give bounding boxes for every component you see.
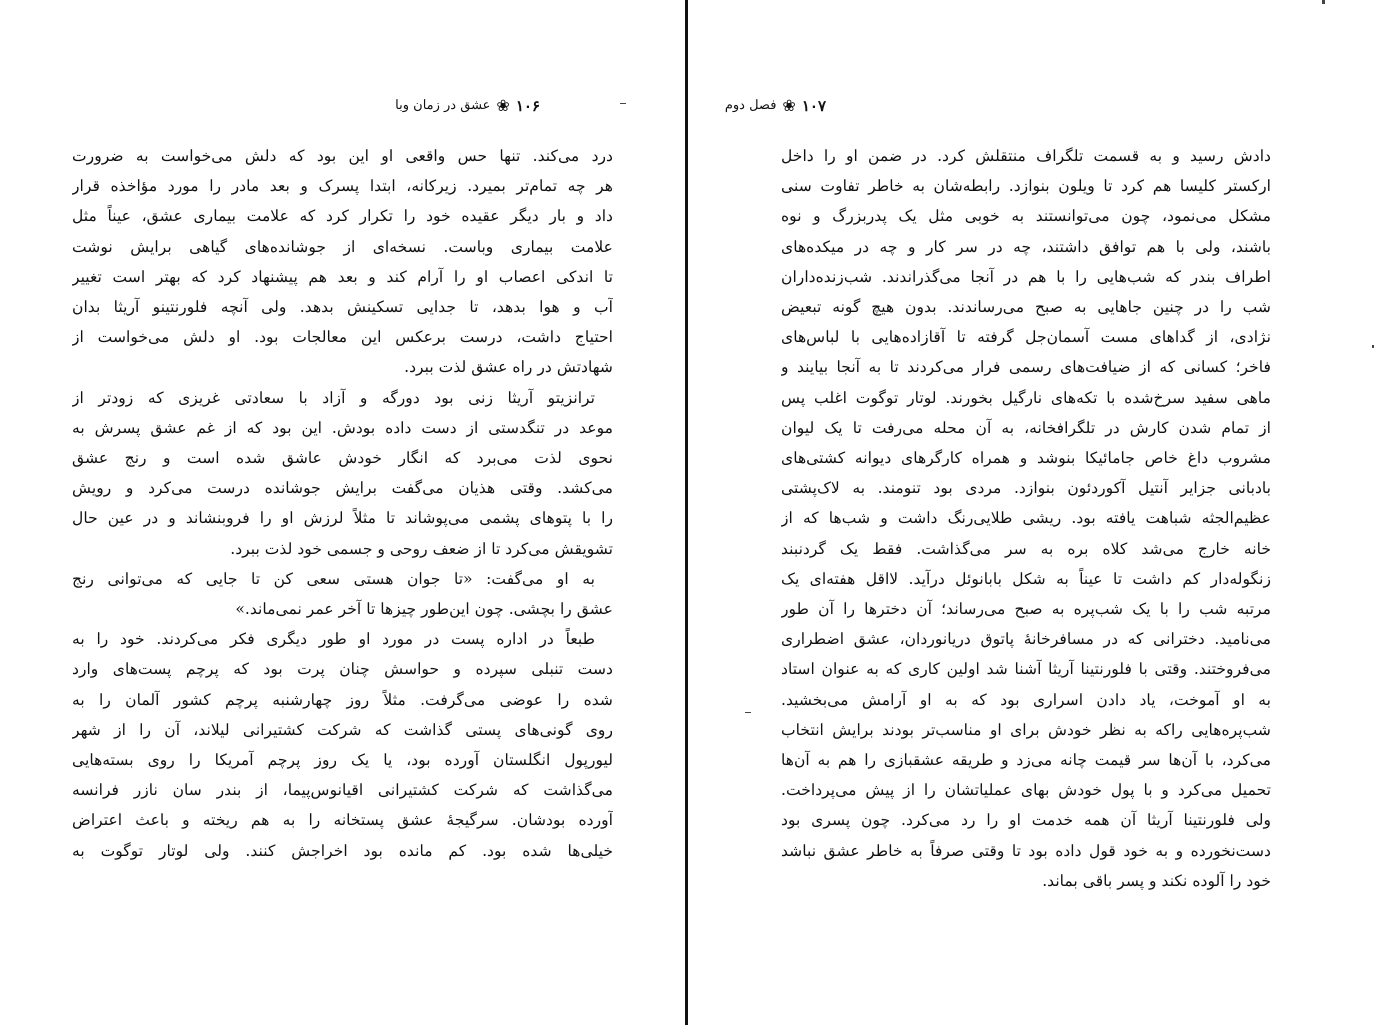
left-running-title: عشق در زمان وبا — [395, 98, 491, 113]
text-line: شب را در چنین جاهایی به صبح می‌رساندند. بدون هیچ گونه تبعیض — [781, 298, 1271, 317]
text-line: دست‌نخورده و به خود قول داده بود تا وقتی صرفاً به خاطر عشق نباشد — [781, 841, 1271, 860]
text-line: نژادی، از گداهای مست آسمان‌جل گرفته تا آقازاده‌هایی با لباس‌های — [781, 328, 1271, 347]
text-line: لیورپول انگلستان آورده بود، یا یک روز پرچم آمریکا را روی بسته‌هایی — [72, 751, 613, 770]
text-line: فاخر؛ کسانی که از ضیافت‌های رسمی فرار می‌کردند تا به آنجا بیایند و — [781, 358, 1271, 377]
text-line: نحوی لذت می‌برد که انگار خودش عاشق شده است و رنج عشق — [72, 449, 613, 468]
text-line: می‌گذاشت که شرکت کشتیرانی اقیانوس‌پیما، از بندر سان نازر فرانسه — [72, 781, 613, 800]
flower-ornament-icon: ❀ — [782, 96, 796, 115]
text-line: آب و هوا بدهد، تا جدایی تسکینش بدهد. ولی آنچه فلورنتینو آریثا بدان — [72, 298, 613, 317]
text-line: احتیاج داشت، درست برعکس این معالجات بود. او دلش می‌خواست از — [72, 328, 613, 347]
text-line: می‌فروختند. وقتی با فلورنتینا آریثا آشنا شد اولین کاری که به عنوان استاد — [781, 660, 1271, 679]
left-body-text — [72, 141, 613, 866]
text-line: می‌نامید. دخترانی که در مسافرخانهٔ پاتوق دریانوردان، عشق اضطراری — [781, 630, 1271, 649]
text-line: اطراف بندر که شب‌هایی را با هم در آنجا می‌گذراندند. شب‌زنده‌داران — [781, 267, 1271, 286]
text-line: علامت بیماری وباست. نسخه‌ای از جوشانده‌های گیاهی برایش نوشت — [72, 237, 613, 256]
right-running-title: فصل دوم — [724, 98, 777, 113]
right-body-text — [781, 141, 1271, 896]
text-line: ترانزیتو آریثا زنی بود دورگه و آزاد با سعادتی غریزی که زودتر از — [72, 388, 595, 407]
text-line: شده را عوضی می‌گرفت. مثلاً روز چهارشنبه پرچم کشور آلمان را به — [72, 690, 613, 709]
right-page — [688, 0, 1376, 1025]
text-line: باشند، ولی با هم توافق داشتند، چه در سر کار و چه در میکده‌های — [781, 237, 1271, 256]
text-line: روی گونی‌های پستی گذاشت که شرکت کشتیرانی لیلاند، آن را از شهر — [72, 720, 613, 739]
text-line: تشویقش می‌کرد تا از ضعف روحی و جسمی خود لذت ببرد. — [230, 539, 613, 558]
text-line: شهادتش در راه عشق لذت ببرد. — [404, 358, 613, 377]
text-line: می‌کشد. وقتی هذیان می‌گفت برایش جوشانده درست می‌کرد و رویش — [72, 479, 613, 498]
text-line: آورده بودشان. سرگیجهٔ عشق پستخانه را به هم ریخته و باعث اعتراض — [72, 811, 613, 830]
text-line: تحمیل می‌کرد و با پول خودش بهای عملیاتشان را از پیش می‌پرداخت. — [781, 781, 1271, 800]
text-line: ارکستر کلیسا هم کرد تا ویلون بنوازد. رابطه‌شان به خاطر تفاوت سنی — [781, 177, 1271, 196]
text-line: ولی فلورنتینا آریثا آن همه خدمت او را رد می‌کرد. چون پسری بود — [781, 811, 1271, 830]
text-line: می‌کرد، با آن‌ها سر قیمت چانه می‌زد و طریقه عشقبازی را هم به آن‌ها — [781, 751, 1271, 770]
scan-speck — [745, 712, 751, 713]
text-line: مشروب داغ خاص جامائیکا بنوشد و همراه کارگرهای دیوانه کشتی‌های — [781, 449, 1271, 468]
text-line: خود را آلوده نکند و پسر باقی بماند. — [1042, 871, 1271, 890]
left-page — [0, 0, 685, 1025]
text-line: خانه خارج می‌شد کلاه بره به سر می‌گذاشت. فقط یک گردنبند — [781, 539, 1271, 558]
text-line: درد می‌کند. تنها حس واقعی او این بود که دلش می‌خواست به ضرورت — [72, 147, 613, 165]
left-running-head — [395, 96, 540, 115]
text-line: دادش رسید و به قسمت تلگراف منتقلش کرد. در ضمن او را داخل — [781, 147, 1271, 165]
text-line: عشق را بچشی. چون این‌طور چیزها تا آخر عمر نمی‌ماند.» — [235, 600, 613, 619]
text-line: عظیم‌الجثه شباهت یافته بود. ریشی طلایی‌رنگ داشت و شب‌ها که از — [781, 509, 1271, 528]
text-line: به او می‌گفت: «تا جوان هستی سعی کن تا جایی که می‌توانی رنج — [72, 569, 595, 588]
left-page-number: ۱۰۶ — [515, 96, 540, 115]
text-line: زنگوله‌دار کم داشت تا عیناً به شکل بابانوئل درآید. لااقل هفته‌ای یک — [781, 569, 1271, 588]
text-line: هر چه تمام‌تر بمیرد. زیرکانه، ابتدا پسرک و بعد مادر را مورد مؤاخذه قرار — [72, 177, 613, 196]
text-line: طبعاً در اداره پست در مورد او طور دیگری فکر می‌کردند. خود را به — [72, 630, 595, 649]
text-line: مشکل می‌نمود، چون می‌توانستند به خوبی مثل یک پدربزرگ و نوه — [781, 207, 1271, 226]
text-line: خیلی‌ها شده بود. کم مانده بود اخراجش کنند. ولی لوتار توگوت به — [72, 841, 613, 860]
scan-speck — [1372, 345, 1374, 348]
right-running-head — [725, 96, 826, 115]
text-line: تا اندکی اعصاب او را آرام کند و بعد هم پیشنهاد کرد که بهتر است تغییر — [72, 267, 613, 286]
flower-ornament-icon: ❀ — [496, 96, 510, 115]
text-line: مرتبه شب را با یک شب‌پره به صبح می‌رساند؛ آن دخترها را آن طور — [781, 600, 1271, 619]
text-line: دست تنبلی سپرده و حواسش چنان پرت بود که پرچم پست‌های وارد — [72, 660, 613, 679]
text-line: داد و بار دیگر عقیده خود را تکرار کرد که علامت بیماری عشق، عیناً مثل — [72, 207, 613, 226]
text-line: را با پتوهای پشمی می‌پوشاند تا مثلاً لرزش او را فروبنشاند و در عین حال — [72, 509, 613, 528]
text-line: بادبانی جزایر آنتیل آکوردئون بنوازد. مردی بود تنومند. به لاک‌پشتی — [781, 479, 1271, 498]
right-page-number: ۱۰۷ — [801, 96, 826, 115]
text-line: موعد در تنگدستی از دست داده بودش. این بود که از غم عشق پسرش به — [72, 418, 613, 437]
text-line: از تمام شدن کارش در تلگرافخانه، به آن محله می‌رفت تا یک لیوان — [781, 418, 1271, 437]
text-line: شب‌پره‌هایی راکه به نظر خودش برای او مناسب‌تر بودند برایش انتخاب — [781, 720, 1271, 739]
scan-speck — [1322, 0, 1325, 4]
scan-speck — [620, 103, 626, 104]
text-line: به او آموخت، یاد دادن اسراری بود که به او آرامش می‌بخشید. — [781, 690, 1271, 709]
text-line: ماهی سفید سرخ‌شده با تکه‌های نارگیل بخورند. لوتار توگوت اغلب پس — [781, 388, 1271, 407]
